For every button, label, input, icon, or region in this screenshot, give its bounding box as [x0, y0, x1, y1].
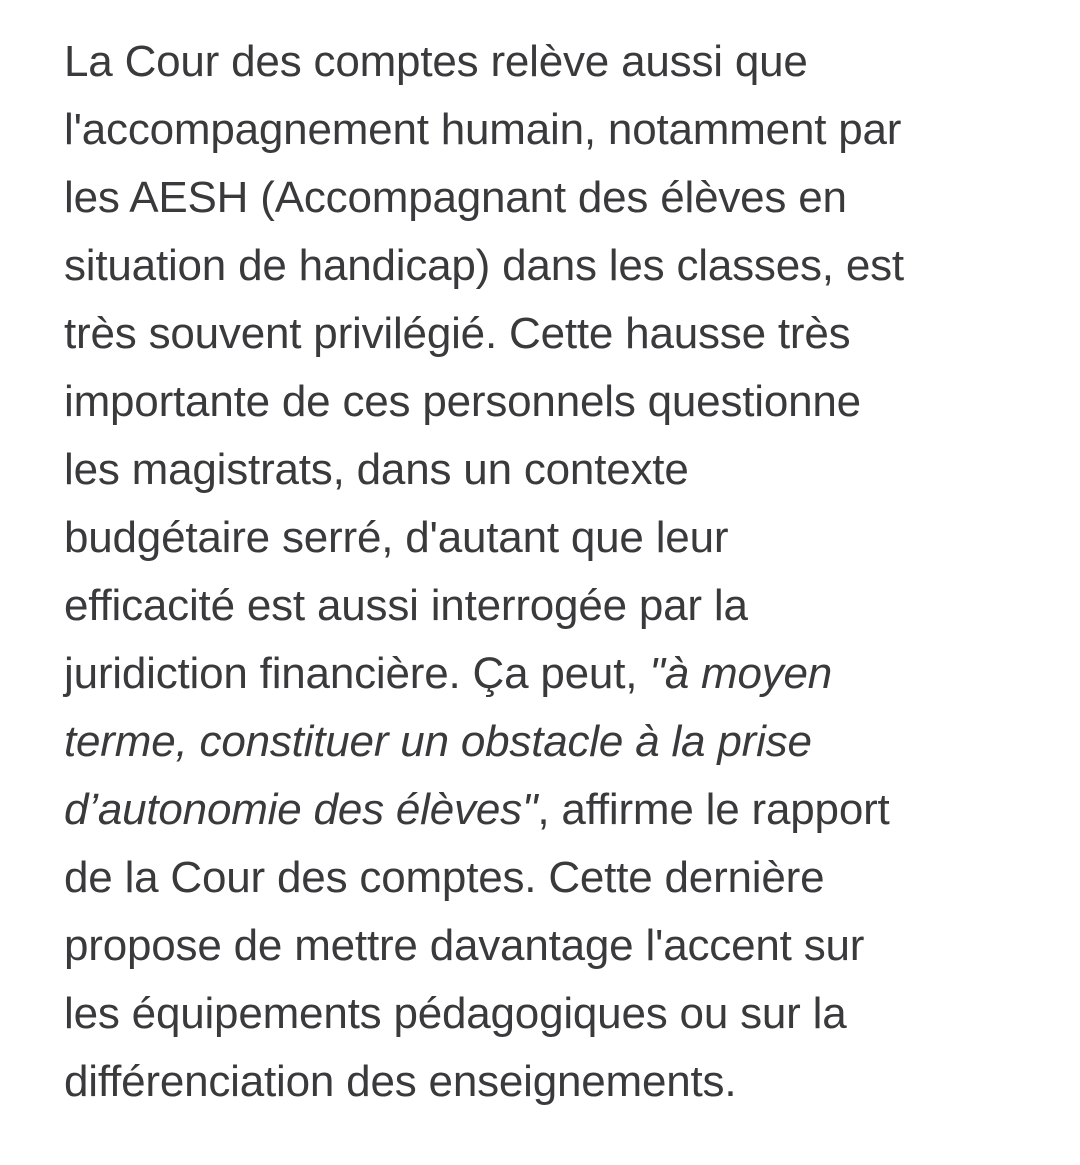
text-line — [64, 504, 1054, 572]
text-line — [64, 844, 1054, 912]
line-text: l'accompagnement humain, notamment par — [64, 105, 902, 154]
text-line — [64, 28, 1054, 96]
line-text: propose de mettre davantage l'accent sur — [64, 921, 865, 970]
line-text: importante de ces personnels questionne — [64, 377, 861, 426]
line-text: les équipements pédagogiques ou sur la — [64, 989, 847, 1038]
text-line — [64, 572, 1054, 640]
text-line — [64, 232, 1054, 300]
text-line — [64, 912, 1054, 980]
line-text: , affirme le rapport — [537, 785, 890, 834]
text-line — [64, 708, 1054, 776]
line-text: les magistrats, dans un contexte — [64, 445, 689, 494]
text-line — [64, 776, 1054, 844]
text-line — [64, 96, 1054, 164]
line-text: très souvent privilégié. Cette hausse très — [64, 309, 851, 358]
text-line — [64, 980, 1054, 1048]
line-text: budgétaire serré, d'autant que leur — [64, 513, 729, 562]
text-line — [64, 1048, 1054, 1116]
line-text: juridiction financière. Ça peut, — [64, 649, 650, 698]
line-text: situation de handicap) dans les classes, est — [64, 241, 904, 290]
line-text: La Cour des comptes relève aussi que — [64, 37, 808, 86]
text-line — [64, 368, 1054, 436]
line-text: de la Cour des comptes. Cette dernière — [64, 853, 825, 902]
text-line — [64, 164, 1054, 232]
text-line — [64, 436, 1054, 504]
text-line — [64, 640, 1054, 708]
line-text: différenciation des enseignements. — [64, 1057, 737, 1106]
line-text: efficacité est aussi interrogée par la — [64, 581, 748, 630]
quote-text: d’autonomie des élèves" — [64, 785, 538, 834]
quote-text: "à moyen — [649, 649, 833, 698]
text-line — [64, 300, 1054, 368]
quote-text: terme, constituer un obstacle à la prise — [64, 717, 812, 766]
line-text: les AESH (Accompagnant des élèves en — [64, 173, 847, 222]
article-paragraph — [64, 28, 1054, 1116]
